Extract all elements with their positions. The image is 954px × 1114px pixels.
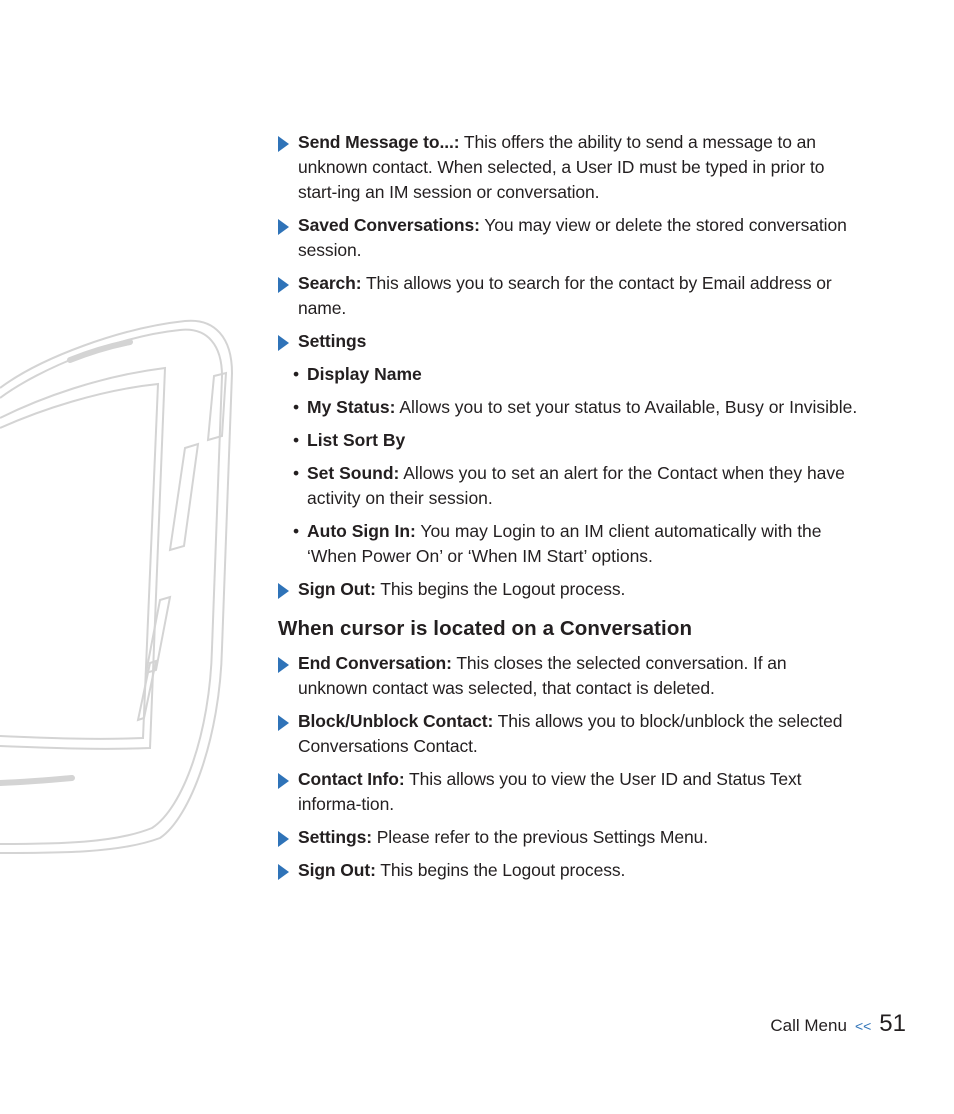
right-triangle-icon (278, 136, 289, 152)
bullet-dot-icon: • (293, 364, 300, 384)
item-text: You may view or delete the stored conversation session. (298, 215, 847, 260)
item-text: This allows you to search for the contact by Email address or name. (298, 273, 832, 318)
item-text: This allows you to view the User ID and Status Text informa-tion. (298, 769, 802, 814)
item-label: Settings (298, 331, 367, 351)
item-text: Please refer to the previous Settings Menu. (371, 827, 709, 847)
double-chevron-left-icon: << (854, 1018, 872, 1034)
item-text: This begins the Logout process. (375, 860, 626, 880)
bullet-dot-icon: • (293, 521, 300, 541)
menu-item-block-unblock (278, 709, 858, 759)
menu-item-send-message (278, 130, 858, 205)
phone-outline-illustration (0, 318, 240, 858)
bullet-dot-icon: • (293, 430, 300, 450)
settings-sub-display-name (278, 362, 858, 387)
right-triangle-icon (278, 583, 289, 599)
menu-item-sign-out-conversation (278, 858, 858, 883)
menu-item-settings-conversation (278, 825, 858, 850)
sub-text: Allows you to set your status to Available, Busy or Invisible. (395, 397, 858, 417)
right-triangle-icon (278, 219, 289, 235)
section-heading: When cursor is located on a Conversation (278, 617, 693, 640)
sub-label: My Status: (307, 397, 396, 417)
menu-item-settings (278, 329, 858, 354)
bullet-dot-icon: • (293, 397, 300, 417)
sub-text: You may Login to an IM client automatically with the ‘When Power On’ or ‘When IM Start’ options. (307, 521, 822, 566)
item-text: This offers the ability to send a message to an unknown contact. When selected, a User ID must be typed in prior to start-ing an IM session or conversation. (298, 132, 825, 202)
right-triangle-icon (278, 831, 289, 847)
settings-sub-auto-sign-in (278, 519, 858, 569)
sub-text: Allows you to set an alert for the Contact when they have activity on their session. (307, 463, 845, 508)
item-label: Sign Out: (298, 860, 376, 880)
footer-section-title: Call Menu (770, 1016, 847, 1035)
sub-label: List Sort By (307, 430, 406, 450)
item-label: Saved Conversations: (298, 215, 480, 235)
settings-sub-list-sort-by (278, 428, 858, 453)
item-text: This begins the Logout process. (375, 579, 626, 599)
bullet-dot-icon: • (293, 463, 300, 483)
sub-label: Set Sound: (307, 463, 400, 483)
item-text: This closes the selected conversation. If an unknown contact was selected, that contact is deleted. (298, 653, 787, 698)
right-triangle-icon (278, 277, 289, 293)
sub-label: Display Name (307, 364, 422, 384)
item-label: Settings: (298, 827, 372, 847)
settings-sub-my-status (278, 395, 858, 420)
right-triangle-icon (278, 715, 289, 731)
menu-item-sign-out (278, 577, 858, 602)
item-label: End Conversation: (298, 653, 452, 673)
sub-label: Auto Sign In: (307, 521, 416, 541)
item-label: Send Message to...: (298, 132, 460, 152)
right-triangle-icon (278, 335, 289, 351)
page-footer (770, 1010, 906, 1038)
item-text: This allows you to block/unblock the selected Conversations Contact. (298, 711, 843, 756)
menu-item-saved-conversations (278, 213, 858, 263)
menu-item-contact-info (278, 767, 858, 817)
right-triangle-icon (278, 657, 289, 673)
item-label: Contact Info: (298, 769, 405, 789)
settings-sub-set-sound (278, 461, 858, 511)
item-label: Sign Out: (298, 579, 376, 599)
manual-content (278, 130, 858, 891)
item-label: Search: (298, 273, 362, 293)
right-triangle-icon (278, 773, 289, 789)
item-label: Block/Unblock Contact: (298, 711, 494, 731)
right-triangle-icon (278, 864, 289, 880)
page-number: 51 (879, 1010, 906, 1037)
menu-item-end-conversation (278, 651, 858, 701)
menu-item-search (278, 271, 858, 321)
